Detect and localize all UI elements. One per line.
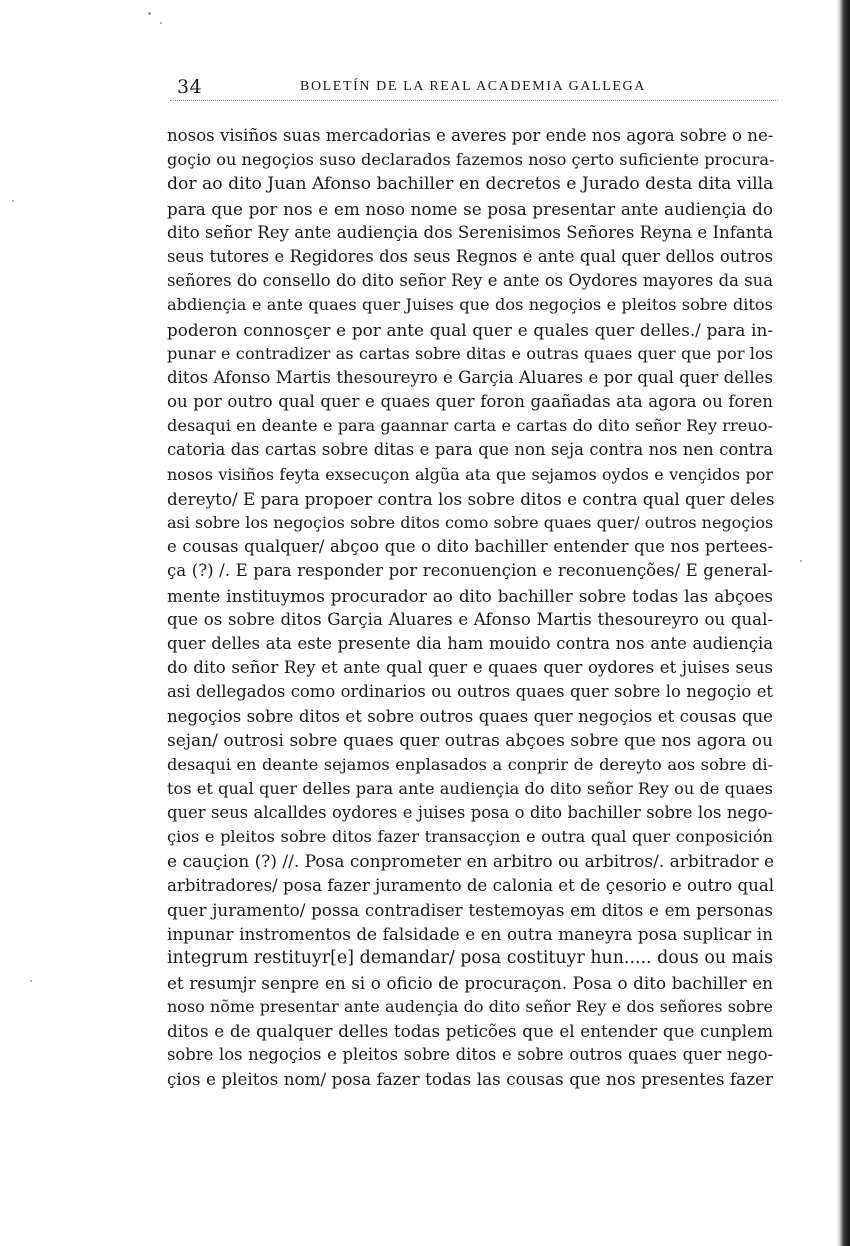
page-number: 34 [177,76,203,98]
text-line: dereyto/ E para propoer contra los sobre ditos e contra qual quer deles [167,488,775,509]
text-line: catoria das cartas sobre ditas e para que non seja contra nos nen contra [167,440,773,460]
text-line: dor ao dito Juan Afonso bachiller en decretos e Jurado desta dita villa [167,174,774,195]
scan-speck [30,980,32,982]
text-line: asi dellegados como ordinarios ou outros quaes quer sobre lo negoçio et [167,682,773,702]
text-line: punar e contradizer as cartas sobre ditas e outras quaes quer que por los [167,343,773,363]
text-line: goçio ou negoçios suso declarados fazemos noso çerto suficiente procura- [167,150,775,170]
text-line: integrum restituyr[e] demandar/ posa costituyr hun..... dous ou mais [167,948,773,969]
text-line: e cousas qualquer/ abçoo que o dito bachiller entender que nos pertees- [167,537,773,557]
scan-speck [800,560,802,562]
body-text [167,124,773,1092]
text-line: çios e pleitos sobre ditos fazer transacçion e outra qual quer conposición [167,827,773,847]
text-line: nosos visiños suas mercadorias e averes por ende nos agora sobre o ne- [167,126,774,145]
text-line: et resumjr senpre en si o oficio de procuraçon. Posa o dito bachiller en [167,972,773,993]
text-line: do dito señor Rey et ante qual quer e quaes quer oydores et juises seus [167,658,773,678]
text-line: e cauçion (?) //. Posa conprometer en arbitro ou arbitros/. arbitrador e [167,851,775,872]
text-line: desaqui en deante e para gaannar carta e cartas do dito señor Rey rreuo- [167,416,773,436]
text-line: asi sobre los negoçios sobre ditos como sobre quaes quer/ outros negoçios [167,513,774,532]
text-line: desaqui en deante sejamos enplasados a conprir de dereyto aos sobre di- [167,754,773,774]
text-line: señores do consello do dito señor Rey e ante os Oydores mayores da sua [167,271,773,291]
text-line: nosos visiños feyta exsecuçon algũa ata que sejamos oydos e vençidos por [167,464,773,484]
text-line: mente instituymos procurador ao dito bachiller sobre todas las abçoes [167,585,773,606]
scan-speck [160,22,162,24]
text-line: arbitradores/ posa fazer juramento de calonia et de çesorio e outro qual [167,875,775,895]
text-line: sobre los negoçios e pleitos sobre ditos e sobre outros quaes quer nego- [167,1045,773,1065]
text-line: sejan/ outrosi sobre quaes quer outras abçoes sobre que nos agora ou [167,730,773,751]
text-line: para que por nos e em noso nome se posa presentar ante audiençia do [167,198,773,219]
text-line: negoçios sobre ditos et sobre outros quaes quer negoçios et cousas que [167,706,773,726]
text-line: poderon connosçer e por ante qual quer e quales quer delles./ para in- [167,319,773,340]
text-line: ditos Afonso Martis thesoureyro e Garçia Aluares e por qual quer delles [167,367,773,387]
text-line: tos et qual quer delles para ante audiençia do dito señor Rey ou de quaes [167,779,773,799]
text-line: noso nõme presentar ante audençia do dito señor Rey e dos señores sobre [167,996,773,1016]
text-line: quer seus alcalldes oydores e juises posa o dito bachiller sobre los nego- [167,803,773,823]
text-line: quer delles ata este presente dia ham mouido contra nos ante audiençia [167,633,773,653]
running-title: BOLETÍN DE LA REAL ACADEMIA GALLEGA [300,79,646,94]
header-rule [170,100,778,101]
text-line: ou por outro qual quer e quaes quer foron gaañadas ata agora ou foren [167,392,773,412]
scan-speck [12,200,14,202]
text-line: que os sobre ditos Garçia Aluares e Afonso Martis thesoureyro ou qual- [167,609,773,629]
text-line: ditos e de qualquer delles todas peticões que el entender que cunplem [167,1020,773,1041]
scan-page-edge [836,0,850,1246]
text-line: quer juramento/ possa contradiser testemoyas em ditos e em personas [167,900,773,920]
text-line: abdiençia e ante quaes quer Juises que dos negoçios e pleitos sobre ditos [167,295,773,315]
text-line: çios e pleitos nom/ posa fazer todas las cousas que nos presentes fazer [167,1069,773,1090]
text-line: ça (?) /. E para responder por reconuençion e reconuenções/ E general- [167,561,773,581]
text-line: dito señor Rey ante audiençia dos Serenisimos Señores Reyna e Infanta [167,222,773,242]
text-line: seus tutores e Regidores dos seus Regnos e ante qual quer dellos outros [167,246,773,266]
scan-speck [148,12,151,15]
text-line: inpunar instromentos de falsidade e en outra maneyra posa suplicar in [167,924,773,945]
